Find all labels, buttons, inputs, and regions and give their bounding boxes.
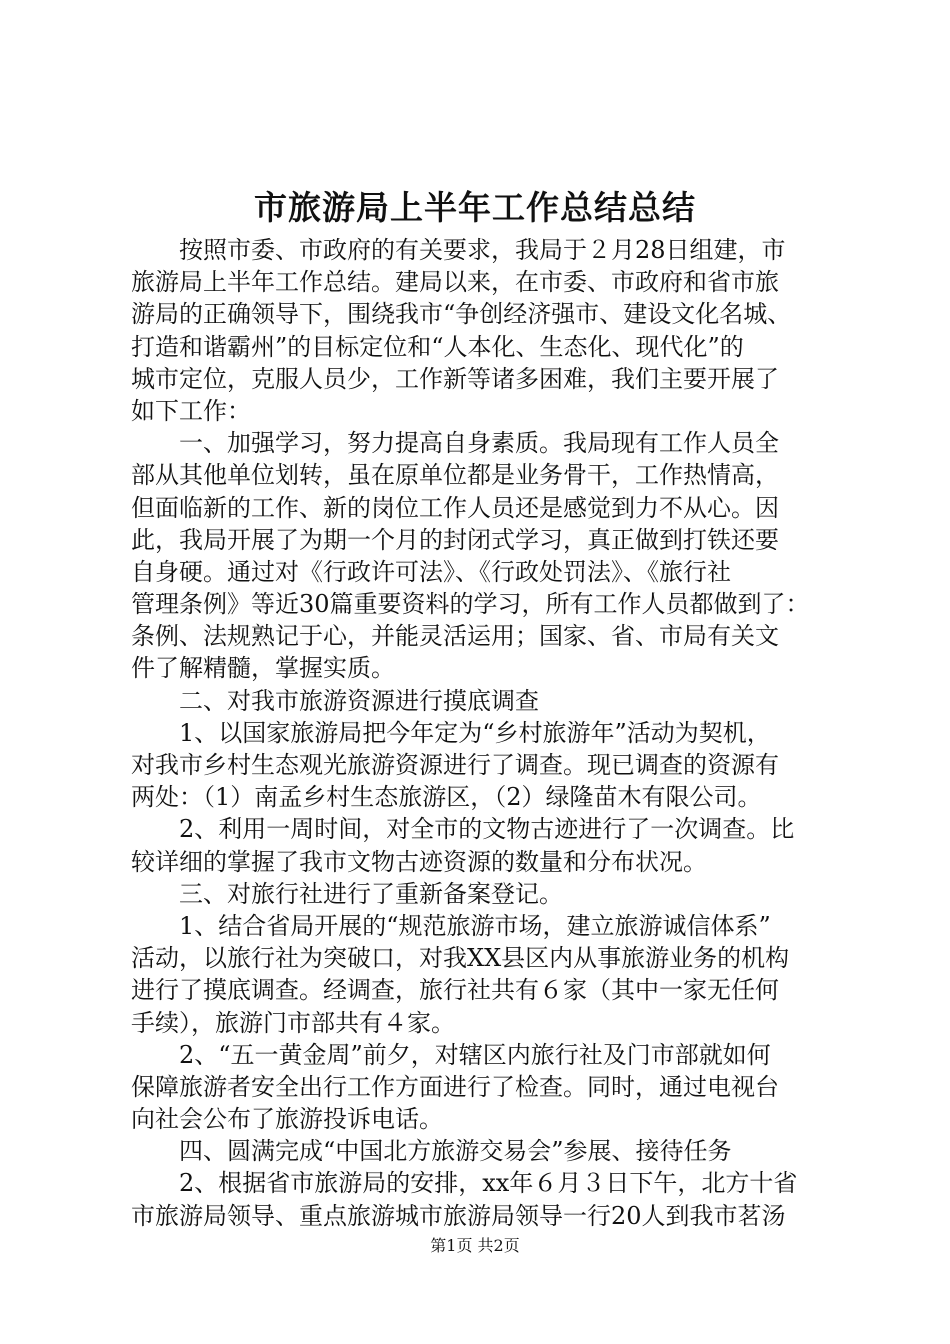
body-line: 按照市委、市政府的有关要求，我局于２月28日组建，市 [131, 236, 786, 264]
body-line: 1、以国家旅游局把今年定为“乡村旅游年”活动为契机， [131, 718, 771, 747]
body-line: 但面临新的工作、新的岗位工作人员还是感觉到力不从心。因 [131, 493, 779, 522]
document-body [131, 234, 831, 1232]
body-line: 游局的正确领导下，围绕我市“争创经济强市、建设文化名城、 [131, 300, 792, 329]
body-line: 保障旅游者安全出行工作方面进行了检查。同时，通过电视台 [131, 1072, 779, 1101]
body-line: 2、利用一周时间，对全市的文物古迹进行了一次调查。比 [131, 815, 795, 844]
body-line: 条例、法规熟记于心，并能灵活运用；国家、省、市局有关文 [131, 622, 779, 651]
body-line: 打造和谐霸州”的目标定位和“人本化、生态化、现代化”的 [131, 332, 744, 361]
body-line: 活动，以旅行社为突破口，对我XX县区内从事旅游业务的机构 [131, 944, 790, 973]
body-line: 此，我局开展了为期一个月的封闭式学习，真正做到打铁还要 [131, 525, 779, 554]
body-line: 件了解精髓，掌握实质。 [131, 654, 395, 683]
body-line: 2、根据省市旅游局的安排，xx年６月３日下午，北方十省 [131, 1169, 798, 1198]
body-line: 进行了摸底调查。经调查，旅行社共有６家（其中一家无任何 [131, 976, 779, 1005]
body-line: 管理条例》等近30篇重要资料的学习，所有工作人员都做到了： [131, 590, 810, 619]
body-line: 手续），旅游门市部共有４家。 [131, 1008, 455, 1037]
body-line: 城市定位，克服人员少，工作新等诸多困难，我们主要开展了 [131, 364, 779, 393]
body-line: 1、结合省局开展的“规范旅游市场，建立旅游诚信体系” [131, 911, 771, 940]
body-line: 部从其他单位划转，虽在原单位都是业务骨干，工作热情高， [131, 461, 779, 490]
body-line: 二、对我市旅游资源进行摸底调查 [131, 686, 539, 715]
body-line: 较详细的掌握了我市文物古迹资源的数量和分布状况。 [131, 847, 707, 876]
page-number-footer: 第1页 共2页 [430, 1236, 520, 1255]
body-line: 市旅游局领导、重点旅游城市旅游局领导一行20人到我市茗汤 [131, 1201, 786, 1230]
body-line: 旅游局上半年工作总结。建局以来，在市委、市政府和省市旅 [131, 268, 779, 297]
body-line: 自身硬。通过对《行政许可法》、《行政处罚法》、《旅行社 [131, 557, 731, 586]
body-line: 两处：（1）南孟乡村生态旅游区，（2）绿隆苗木有限公司。 [131, 783, 762, 812]
body-line: 三、对旅行社进行了重新备案登记。 [131, 879, 563, 908]
body-line: 四、圆满完成“中国北方旅游交易会”参展、接待任务 [131, 1137, 732, 1166]
body-line: 对我市乡村生态观光旅游资源进行了调查。现已调查的资源有 [131, 751, 779, 779]
document-title: 市旅游局上半年工作总结总结 [254, 188, 696, 227]
body-line: 如下工作： [131, 396, 251, 425]
body-line: 向社会公布了旅游投诉电话。 [131, 1105, 443, 1134]
body-line: 2、“五一黄金周”前夕，对辖区内旅行社及门市部就如何 [131, 1040, 771, 1069]
body-line: 一、加强学习，努力提高自身素质。我局现有工作人员全 [131, 429, 779, 458]
